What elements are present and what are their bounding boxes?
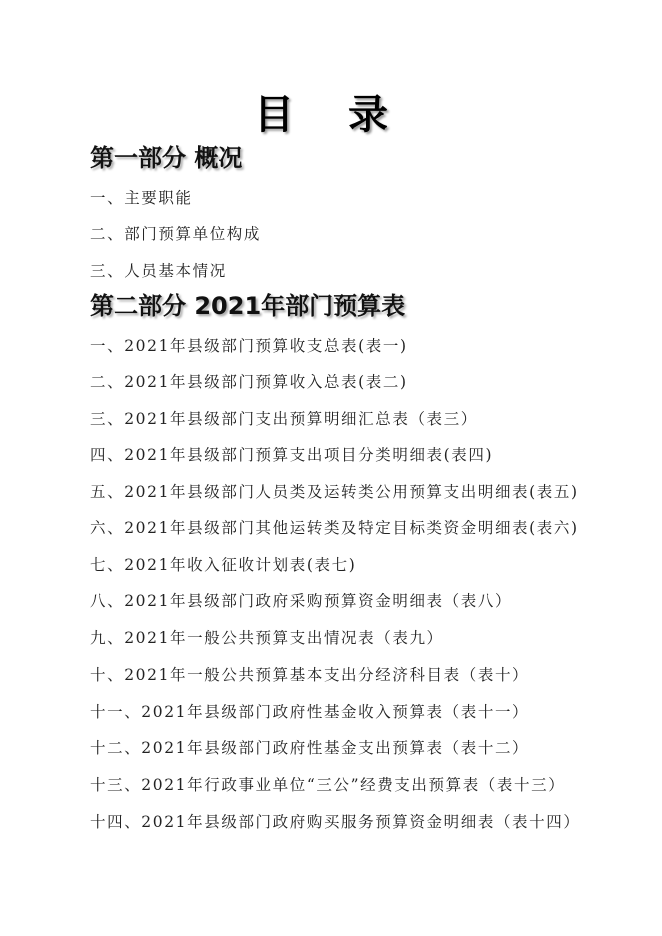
toc-item: 九、2021年一般公共预算支出情况表（表九）	[90, 629, 444, 647]
toc-item: 四、2021年县级部门预算支出项目分类明细表(表四)	[90, 446, 494, 464]
toc-item: 二、2021年县级部门预算收入总表(表二)	[90, 373, 408, 391]
part2-heading: 第二部分 2021年部门预算表	[90, 292, 406, 320]
toc-item: 三、人员基本情况	[90, 262, 227, 280]
toc-item: 一、主要职能	[90, 189, 193, 207]
toc-item: 六、2021年县级部门其他运转类及特定目标类资金明细表(表六)	[90, 519, 579, 537]
toc-item: 五、2021年县级部门人员类及运转类公用预算支出明细表(表五)	[90, 483, 579, 501]
page-title: 目 录	[254, 92, 408, 138]
toc-item: 二、部门预算单位构成	[90, 225, 262, 243]
toc-item: 十一、2021年县级部门政府性基金收入预算表（表十一）	[90, 703, 530, 721]
toc-item: 一、2021年县级部门预算收支总表(表一)	[90, 337, 408, 355]
toc-item: 七、2021年收入征收计划表(表七)	[90, 556, 357, 574]
toc-item: 十四、2021年县级部门政府购买服务预算资金明细表（表十四）	[90, 813, 581, 831]
toc-item: 十二、2021年县级部门政府性基金支出预算表（表十二）	[90, 739, 530, 757]
toc-item: 八、2021年县级部门政府采购预算资金明细表（表八）	[90, 592, 513, 610]
toc-item: 三、2021年县级部门支出预算明细汇总表（表三）	[90, 410, 478, 428]
toc-item: 十、2021年一般公共预算基本支出分经济科目表（表十）	[90, 666, 530, 684]
part1-heading: 第一部分 概况	[90, 144, 243, 172]
toc-item: 十三、2021年行政事业单位“三公”经费支出预算表（表十三）	[90, 776, 566, 794]
